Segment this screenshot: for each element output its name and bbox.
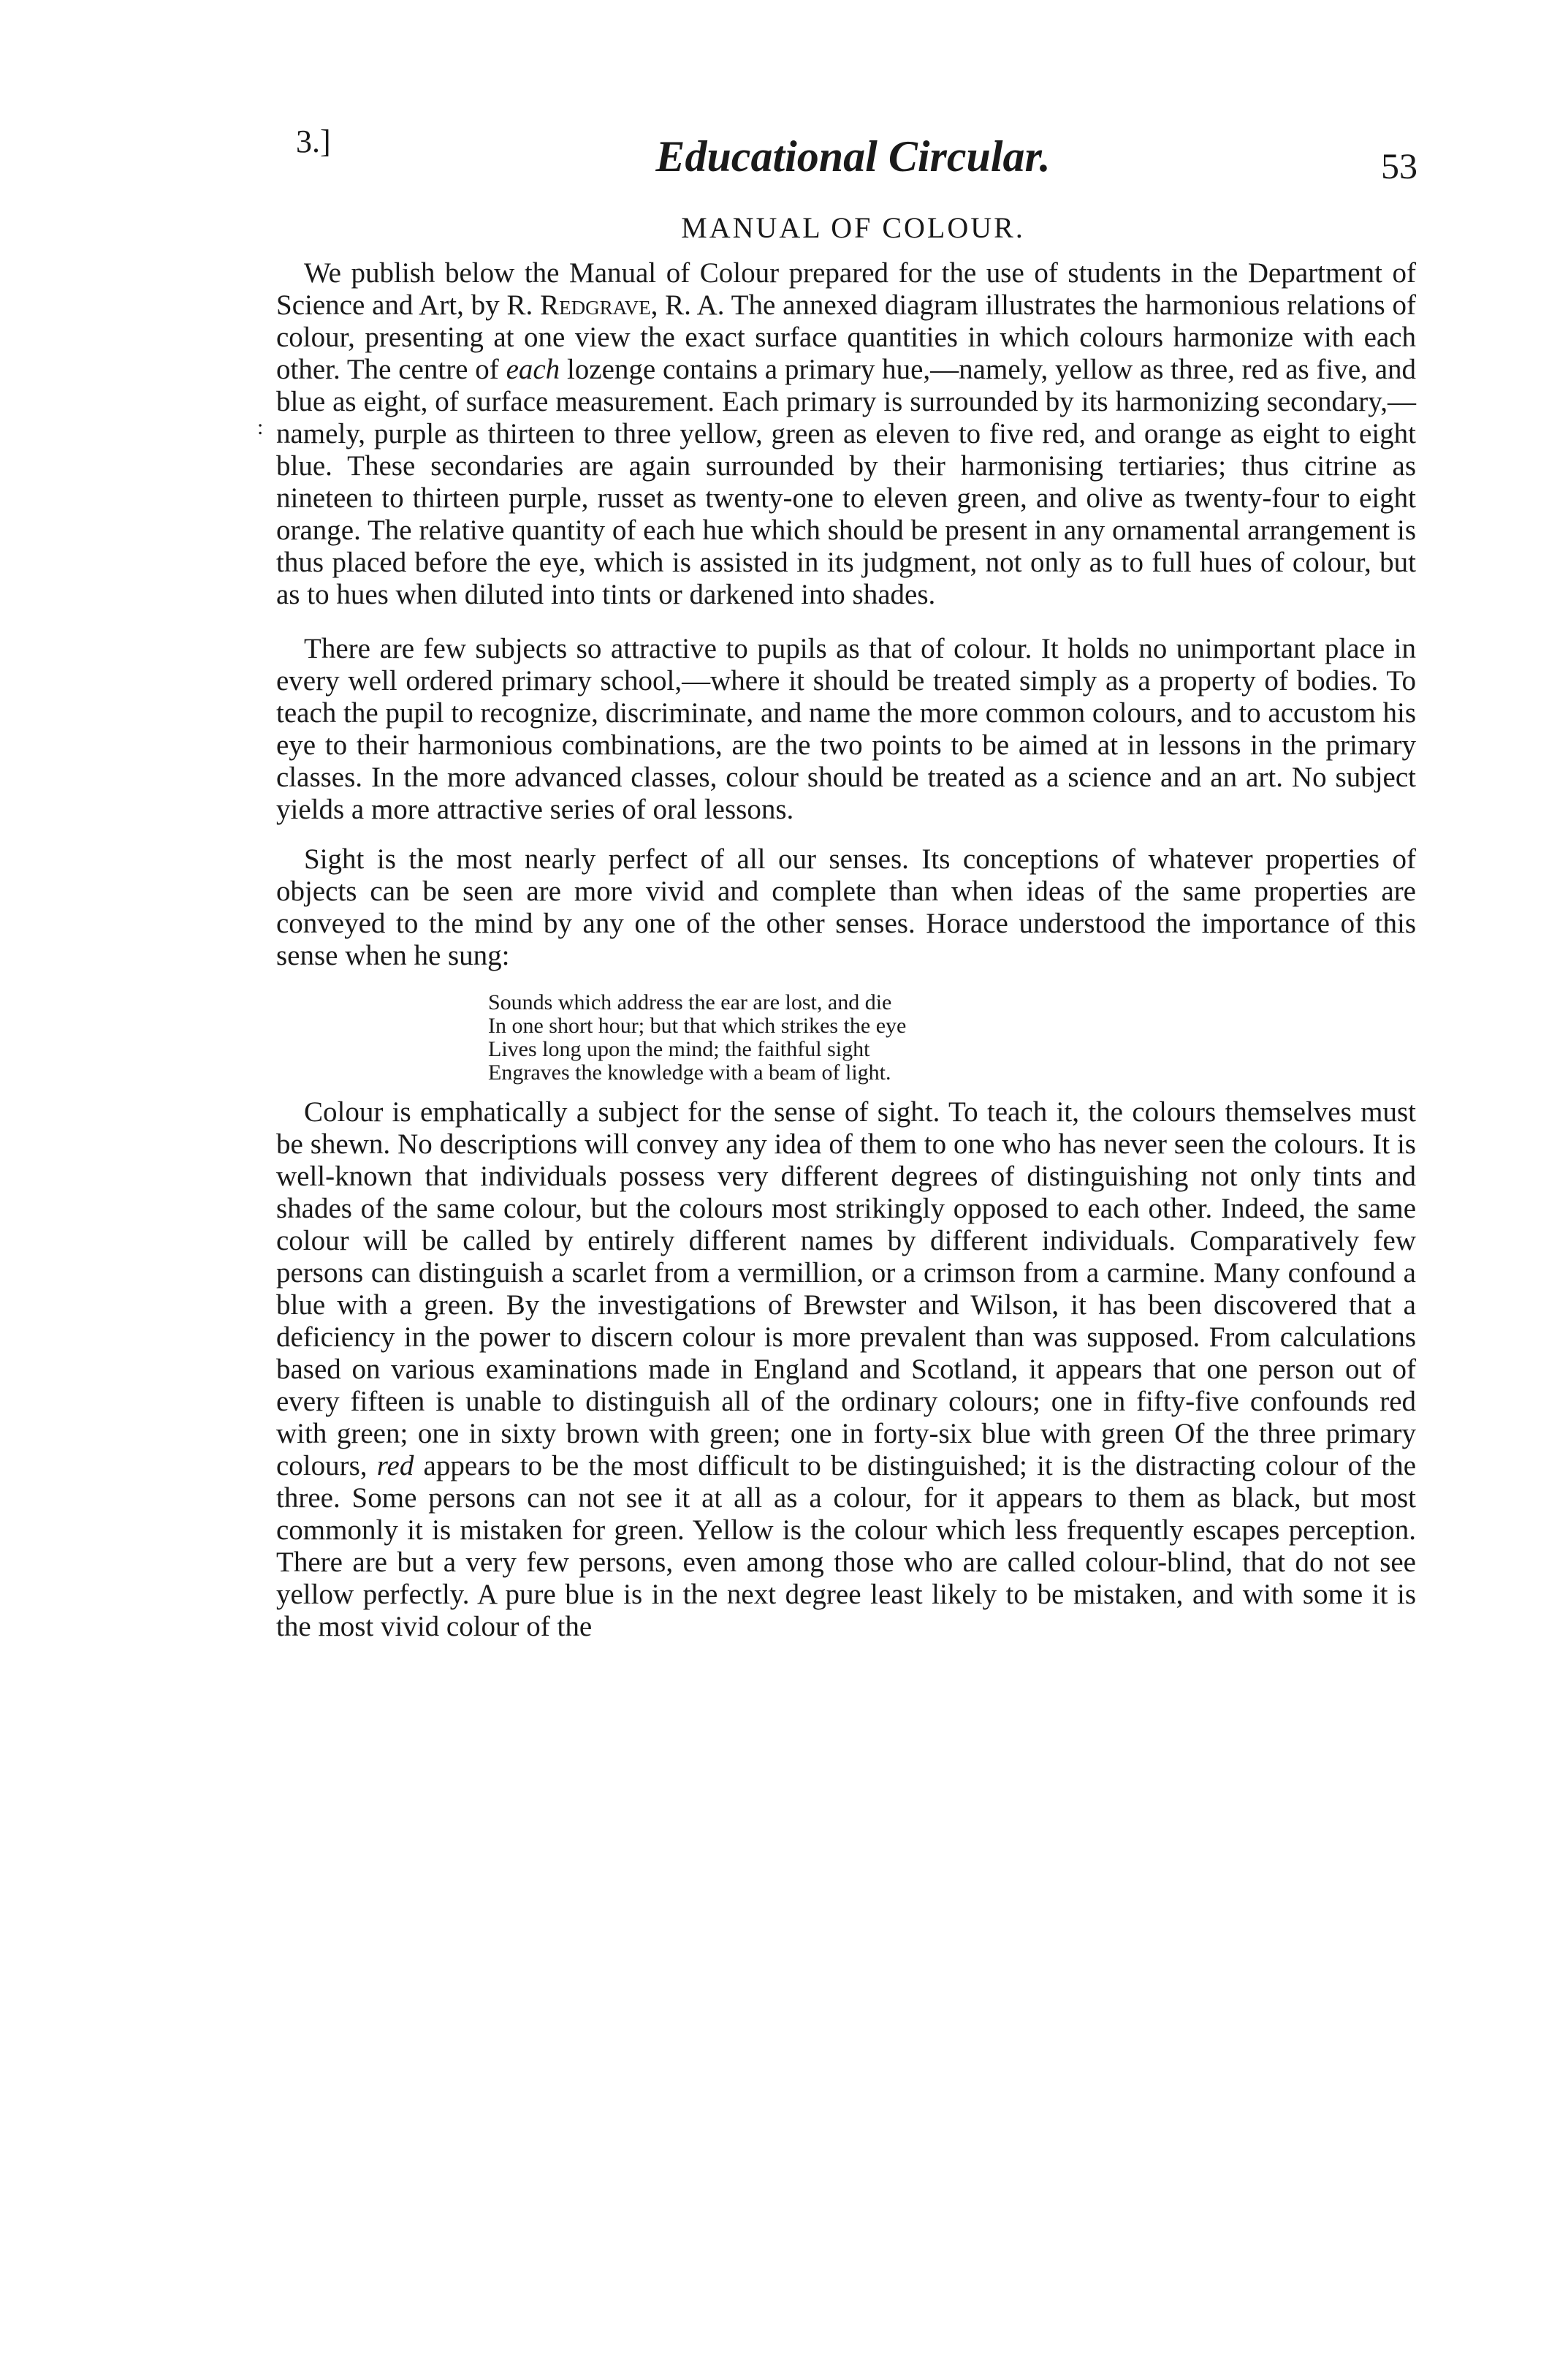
verse-quotation (488, 991, 1416, 1085)
page-number: 53 (1381, 145, 1417, 186)
paragraph-4-text-b: appears to be the most difficult to be distinguished; it is the distracting colour of the three. Some persons can not see it at all as a colour, for it appears to them as black, but most commonly it is mistaken for green. Yellow is the colour which less frequently escapes perception. There are but a very few persons, even among those who are called colour-blind, that do not see yellow perfectly. A pure blue is in the next degree least likely to be mistaken, and with some it is the most vivid colour of the (276, 1450, 1417, 1642)
paragraph-4 (276, 1096, 1416, 1643)
paragraph-1-text-b: , R. A. The annexed diagram illustrates the harmonious relations of colour, presenting at one view the exact surface quantities in which colours harmonize with each other. The centre of (276, 289, 1416, 385)
verse-line: Lives long upon the mind; the faithful sight (488, 1037, 870, 1061)
verse-line: In one short hour; but that which strikes the eye (488, 1014, 907, 1038)
emphasis-each: each (506, 354, 560, 385)
paragraph-1-text-a: We publish below the Manual of Colour prepared for the use of students in the Department of Science and Art, by R. (276, 257, 1416, 321)
article-title: MANUAL OF COLOUR. (681, 211, 1025, 244)
section-marker: 3.] (296, 124, 331, 159)
running-header (289, 117, 1417, 197)
running-title: Educational Circular. (655, 132, 1051, 181)
margin-mark: : (257, 415, 264, 439)
author-name: Redgrave (540, 289, 651, 321)
emphasis-red: red (376, 1450, 414, 1481)
paragraph-2: There are few subjects so attractive to pupils as that of colour. It holds no unimportant place in every well ordered primary school,—where it should be treated simply as a property of bodies. To teach the pupil to recognize, discriminate, and name the more common colours, and to accustom his eye to their harmonious combinations, are the two points to be aimed at in lessons in the primary classes. In the more advanced classes, colour should be treated as a science and an art. No subject yields a more attractive series of oral lessons. (276, 633, 1416, 825)
paragraph-1 (276, 257, 1416, 611)
verse-line: Sounds which address the ear are lost, and die (488, 990, 892, 1014)
verse-line: Engraves the knowledge with a beam of light. (488, 1060, 891, 1085)
paragraph-3: Sight is the most nearly perfect of all our senses. Its conceptions of whatever properties of objects can be seen are more vivid and complete than when ideas of the same properties are conveyed to the mind by any one of the other senses. Horace understood the importance of this sense when he sung: (276, 843, 1416, 971)
paragraph-4-text-a: Colour is emphatically a subject for the sense of sight. To teach it, the colours themselves must be shewn. No descriptions will convey any idea of them to one who has never seen the colours. It is well-known that individuals possess very different degrees of distinguishing not only tints and shades of the same colour, but the colours most strikingly opposed to each other. Indeed, the same colour will be called by entirely different names by different individuals. Comparatively few persons can distinguish a scarlet from a vermillion, or a crimson from a carmine. Many confound a blue with a green. By the investigations of Brewster and Wilson, it has been discovered that a deficiency in the power to discern colour is more prevalent than was supposed. From calculations based on various examinations made in England and Scotland, it appears that one person out of every fifteen is unable to distinguish all of the ordinary colours; one in fifty-five confounds red with green; one in sixty brown with green; one in forty-six blue with green Of the three primary colours, (276, 1096, 1416, 1481)
article-body (276, 257, 1416, 1643)
paragraph-1-text-c: lozenge contains a primary hue,—namely, yellow as three, red as five, and blue as eight, of surface measurement. Each primary is surrounded by its harmonizing secondary,—namely, purple as thirteen to three yellow, green as eleven to five red, and orange as eight to eight blue. These secondaries are again surrounded by their harmonising tertiaries; thus citrine as nineteen to thirteen purple, russet as twenty-one to eleven green, and olive as twenty-four to eight orange. The relative quantity of each hue which should be present in any ornamental arrangement is thus placed before the eye, which is assisted in its judgment, not only as to full hues of colour, but as to hues when diluted into tints or darkened into shades. (276, 354, 1417, 610)
